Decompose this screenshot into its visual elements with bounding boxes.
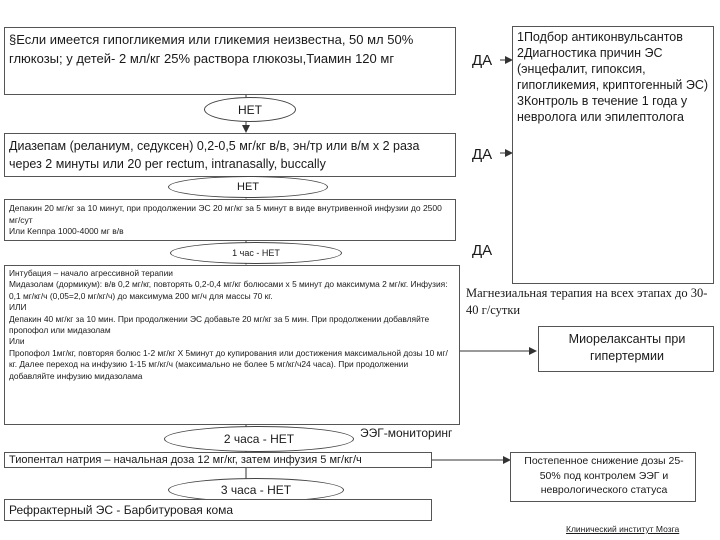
step-1-text: §Если имеется гипогликемия или гликемия неизвестна, 50 мл 50% глюкозы; у детей- 2 мл/кг 25% раствора глюкозы,Тиамин 120 мг	[9, 32, 414, 66]
footer-institute: Клинический институт Мозга	[566, 524, 680, 534]
step-5-text: Тиопентал натрия – начальная доза 12 мг/кг, затем инфузия 5 мг/кг/ч	[9, 454, 362, 466]
no-oval-1	[204, 97, 296, 122]
relaxants-box	[538, 326, 714, 372]
no-label-1: НЕТ	[238, 102, 262, 117]
step-5-box	[4, 452, 432, 468]
step-3-text: Депакин 20 мг/кг за 10 минут, при продолжении ЭС 20 мг/кг за 5 минут в виде внутривенной инфузии до 2500 мг/сут Или Кеппра 1000-4000 мг в/в	[9, 203, 442, 236]
step-3-box	[4, 199, 456, 241]
taper-box	[510, 452, 696, 502]
no-label-3: 1 час - НЕТ	[232, 248, 280, 258]
no-label-2: НЕТ	[237, 181, 259, 193]
no-oval-3	[170, 242, 342, 264]
step-6-box	[4, 499, 432, 521]
magnesium-box	[462, 285, 720, 321]
step-4-box	[4, 265, 460, 425]
no-oval-2	[168, 176, 328, 198]
eeg-monitoring-label: ЭЭГ-мониторинг	[360, 426, 453, 440]
step-6-text: Рефрактерный ЭС - Барбитуровая кома	[9, 503, 234, 517]
step-2-box	[4, 133, 456, 177]
yes-label-2: ДА	[472, 146, 493, 163]
no-label-5: 3 часа - НЕТ	[220, 483, 292, 497]
step-4-text: Интубация – начало агрессивной терапии Мидазолам (дормикум): в/в 0,2 мг/кг, повторять 0,2-0,4 мг/кг болюсами х 5 минут до максимума 2 мг/кг. Инфузия: 0,1 мг/кг/ч (0,05=2,0 мг/кг/ч) до максимума 200 мг/ч для массы 70 кг. ИЛИ Депакин 40 мг/кг за 10 мин. При продолжении ЭС добавьте 20 мг/кг за 5 мин. При продолжении добавляйте пропофол или мидазолам Или Пропофол 1мг/кг, повторяя болюс 1-2 мг/кг Х 5минут до купирования или достижения максимальной дозы 10 мг/кг. Далее переход на инфузию 1-15 мг/кг/ч (максимально не более 5 мг/кг/ч24 часа). При продолжении добавляйте инфузию мидазолама	[9, 268, 448, 381]
no-oval-4	[164, 426, 354, 452]
step-2-text: Диазепам (реланиум, седуксен) 0,2-0,5 мг/кг в/в, эн/тр или в/м х 2 раза через 2 минуты или 20 per rectum, intranasally, buccally	[9, 139, 420, 171]
yes-actions-text: 1Подбор антиконвульсантов 2Диагностика причин ЭС (энцефалит, гипоксия, гипогликемия, криптогенный ЭС) 3Контроль в течение 1 года у невролога или эпилептолога	[517, 30, 709, 124]
yes-label-1: ДА	[472, 52, 493, 69]
yes-label-3: ДА	[472, 242, 493, 259]
yes-actions-box	[512, 26, 714, 284]
magnesium-text: Магнезиальная терапия на всех этапах до 30-40 г/сутки	[466, 286, 708, 317]
no-label-4: 2 часа - НЕТ	[223, 432, 295, 446]
relaxants-text: Миорелаксанты при гипертермии	[568, 332, 686, 363]
taper-text: Постепенное снижение дозы 25-50% под контролем ЭЭГ и неврологического статуса	[524, 455, 684, 496]
step-1-box	[4, 27, 456, 95]
